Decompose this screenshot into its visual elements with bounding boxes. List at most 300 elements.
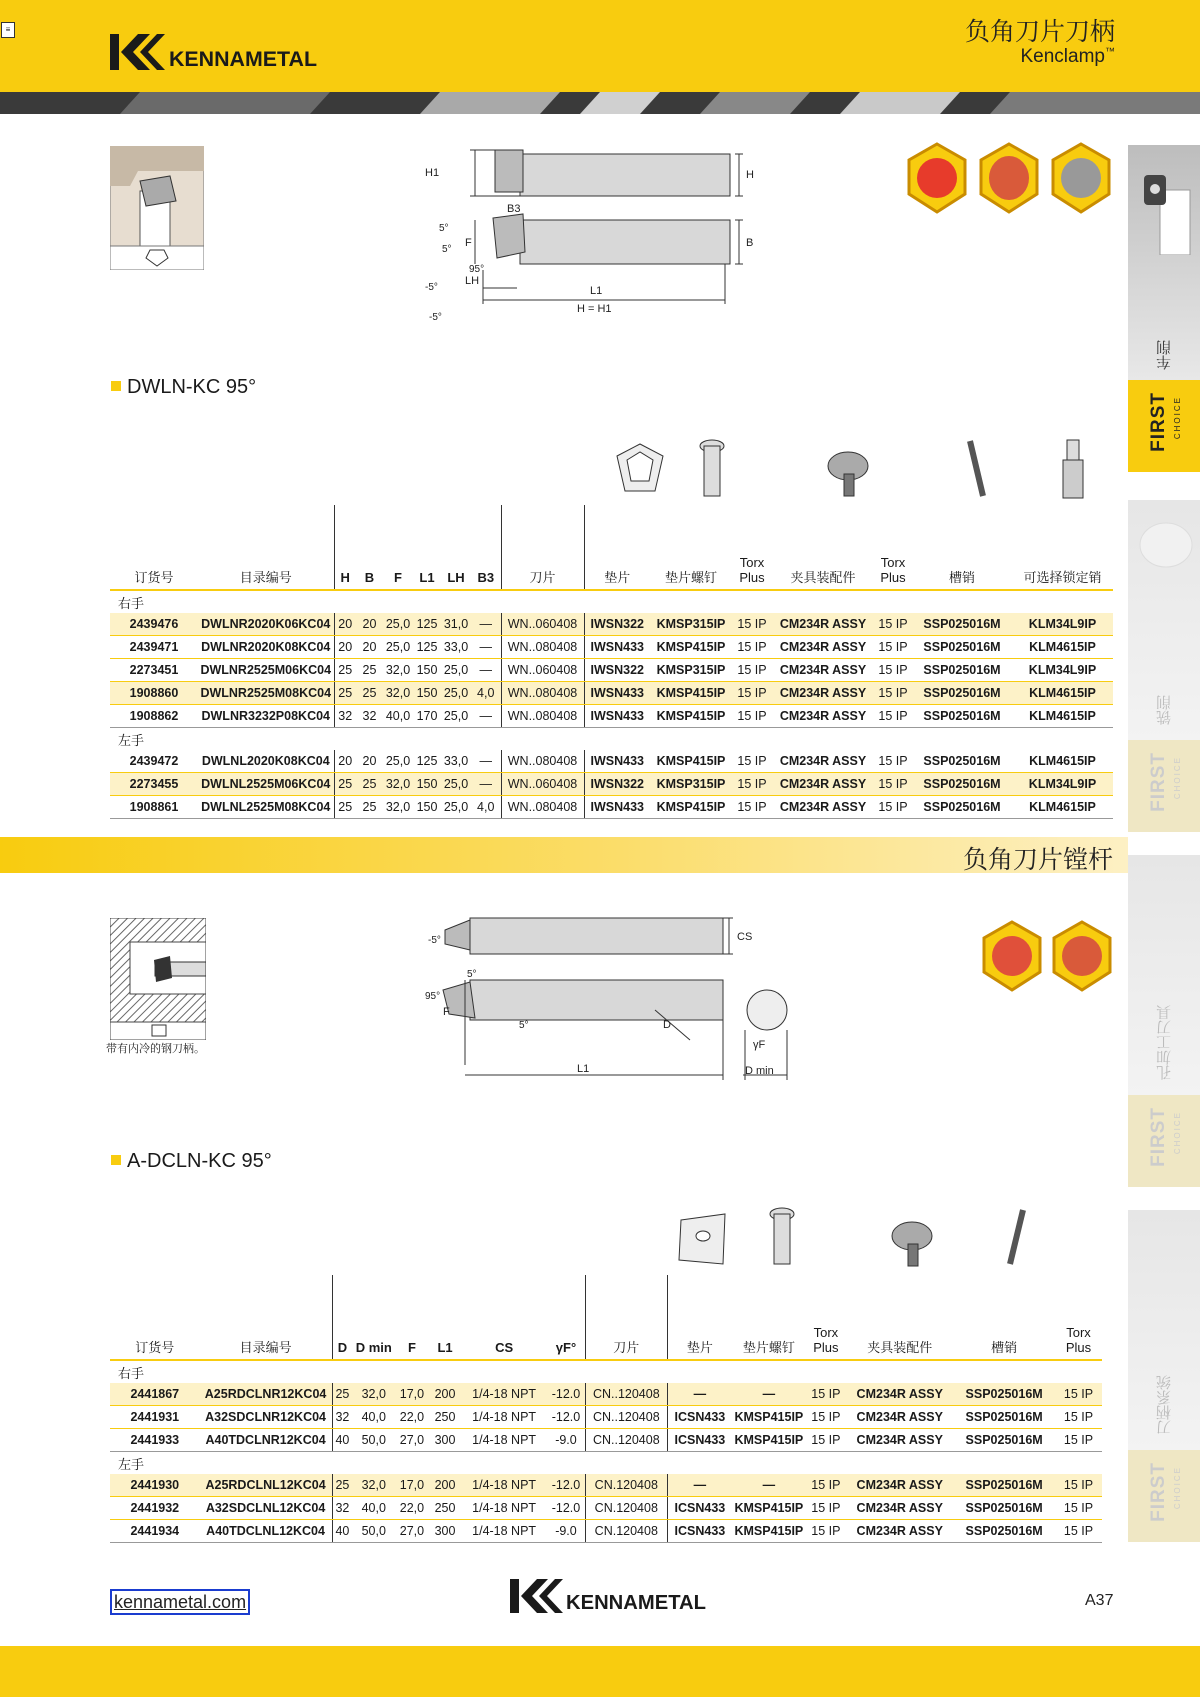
table-cell: 33,0 [441,750,471,773]
table-cell: 32,0 [383,659,413,682]
table-cell: 27,0 [395,1520,429,1543]
table-cell: 25,0 [441,659,471,682]
col-insert: 刀片 [586,1275,667,1360]
table-cell: KLM4615IP [1012,750,1113,773]
table-cell: CN.120408 [586,1474,667,1497]
col-catalog-no: 目录编号 [198,505,334,590]
turning-icon [1061,158,1101,198]
table-cell: 2441932 [110,1497,200,1520]
table-cell: 15 IP [874,750,912,773]
table-cell: -9.0 [547,1429,586,1452]
table-cell: 15 IP [806,1474,847,1497]
label-b: B [746,237,754,249]
table-cell: KLM4615IP [1012,682,1113,705]
group-row [110,1360,1102,1383]
table-cell: 15 IP [806,1497,847,1520]
table-cell: 25 [356,773,383,796]
table-cell: KLM34L9IP [1012,773,1113,796]
table-cell: KLM4615IP [1012,796,1113,819]
side-label-turning: 车削 [1156,340,1173,370]
table-cell: 15 IP [874,636,912,659]
application-thumbnail-2 [110,918,206,1040]
svg-text:KENNAMETAL: KENNAMETAL [169,48,318,71]
label-h1: H1 [425,167,440,179]
table-cell: -12.0 [547,1497,586,1520]
table-cell: 31,0 [441,613,471,636]
section2-caption: 带有内冷的钢刀柄。 [106,1043,205,1055]
label-minus5deg-a: -5° [425,282,438,293]
table-cell: ICSN433 [667,1497,732,1520]
table-cell: KMSP315IP [650,773,732,796]
table-cell: CN.120408 [586,1497,667,1520]
table-cell: 15 IP [732,636,772,659]
table-cell: 27,0 [395,1429,429,1452]
first-label: FIRST [1148,1107,1169,1167]
table-cell: KMSP315IP [650,659,732,682]
table-cell: — [471,636,501,659]
page-number: A37 [1085,1592,1114,1609]
label-cs: CS [737,931,753,943]
col-h: H [334,505,356,590]
first-label: FIRST [1148,1462,1169,1522]
table-cell: 25 [334,796,356,819]
table-cell: IWSN433 [584,750,650,773]
table-cell: CN..120408 [586,1383,667,1406]
choice-label: CHOICE [1173,1466,1182,1510]
group-label: 左手 [118,1456,145,1472]
table-cell: KMSP415IP [650,796,732,819]
table-cell: 150 [413,796,441,819]
table-cell: 15 IP [874,773,912,796]
side-tab-tooling-systems[interactable] [1128,1210,1200,1450]
table-cell: 20 [334,636,356,659]
table-cell: 15 IP [806,1383,847,1406]
first-label: FIRST [1148,392,1169,452]
table-cell: DWLNR2020K08KC04 [198,636,334,659]
col-cs: CS [461,1275,547,1360]
table-cell: 1/4-18 NPT [461,1406,547,1429]
col-clamp: 夹具装配件 [772,505,874,590]
table-cell: 2439471 [110,636,198,659]
table-cell: 22,0 [395,1406,429,1429]
table-cell: 25,0 [383,636,413,659]
table-cell: 15 IP [874,613,912,636]
group-label: 左手 [118,732,145,748]
milling-tool-icon [1136,510,1196,580]
table-cell: 25,0 [441,773,471,796]
table-cell: SSP025016M [953,1383,1055,1406]
table-cell: 15 IP [874,796,912,819]
table-cell: DWLNR2525M08KC04 [198,682,334,705]
table-row [110,773,1113,796]
table-cell: 32 [332,1406,352,1429]
table-cell: WN..080408 [501,636,584,659]
table-cell: CM234R ASSY [772,659,874,682]
col-f: F [395,1275,429,1360]
table-row [110,796,1113,819]
table-cell: IWSN322 [584,613,650,636]
table-cell: 15 IP [874,659,912,682]
col-b3: B3 [471,505,501,590]
table-cell: 32,0 [383,682,413,705]
table-cell: WN..060408 [501,613,584,636]
col-torx-plus-2: Torx Plus [874,505,912,590]
table-cell: SSP025016M [912,659,1012,682]
facing-icon [917,158,957,198]
label-95deg: 95° [469,264,485,275]
label-minus5deg-b: -5° [429,312,442,323]
table-cell: 15 IP [1055,1474,1102,1497]
table-cell: 32 [334,705,356,728]
table-cell: 1/4-18 NPT [461,1474,547,1497]
table-cell: 25 [332,1474,352,1497]
internal-profiling-icon [1062,936,1102,976]
table-row [110,659,1113,682]
table-cell: 2441930 [110,1474,200,1497]
label-d: D [663,1019,671,1031]
table-cell: 125 [413,750,441,773]
col-lock-pin: 可选择锁定销 [1012,505,1113,590]
table-cell: 15 IP [874,705,912,728]
table-cell: IWSN433 [584,682,650,705]
table-cell: 50,0 [352,1429,395,1452]
table-cell: -12.0 [547,1406,586,1429]
application-thumbnail-1 [110,146,204,270]
col-shim: 垫片 [667,1275,732,1360]
table-cell: KLM4615IP [1012,705,1113,728]
table-cell: SSP025016M [953,1474,1055,1497]
section1-title: DWLN-KC 95° [111,376,256,399]
table-cell: ICSN433 [667,1406,732,1429]
label-5deg-b: 5° [519,1020,529,1031]
table-cell: 300 [429,1429,462,1452]
side-tab-holemaking[interactable] [1128,855,1200,1095]
table-cell: 25 [334,659,356,682]
side-tab-milling[interactable] [1128,500,1200,740]
boring-bar-dimension-diagram [425,910,790,1088]
group-row [110,728,1113,751]
table-cell: ICSN433 [667,1429,732,1452]
table-cell: 1908862 [110,705,198,728]
table-cell: — [732,1474,805,1497]
table-cell: 250 [429,1406,462,1429]
table-cell: 40,0 [383,705,413,728]
table-cell: 15 IP [732,773,772,796]
table-cell: 25 [334,682,356,705]
section2-title: A-DCLN-KC 95° [111,1150,272,1173]
side-label-milling: 铣削 [1156,695,1173,725]
table-row [110,1406,1102,1429]
label-gamma-f: γF [753,1039,766,1051]
label-5deg-a: 5° [439,223,449,234]
footer-logo [510,1577,710,1615]
bottom-band [0,1646,1200,1697]
col-pin: 槽销 [953,1275,1055,1360]
col-pin: 槽销 [912,505,1012,590]
col-clamp: 夹具装配件 [846,1275,953,1360]
col-torx-plus-2: Torx Plus [1055,1275,1102,1360]
group-label: 右手 [118,1365,145,1381]
side-tab-turning[interactable] [1128,145,1200,380]
holder-dimension-diagram [425,140,755,325]
table-cell: 2441931 [110,1406,200,1429]
table-cell: SSP025016M [912,705,1012,728]
table-cell: CM234R ASSY [846,1429,953,1452]
label-minus5deg: -5° [428,935,441,946]
table-cell: 125 [413,636,441,659]
side-label-tooling-systems: 刀柄系统 [1156,1375,1173,1435]
table-cell: SSP025016M [953,1429,1055,1452]
table-cell: 15 IP [806,1429,847,1452]
table-cell: A40TDCLNL12KC04 [200,1520,332,1543]
table-cell: 25 [332,1383,352,1406]
profiling-icon [989,156,1029,200]
table-row [110,750,1113,773]
table-cell: 32,0 [383,796,413,819]
table-cell: WN..080408 [501,796,584,819]
section1-parts-icons [605,436,1105,502]
table-cell: SSP025016M [912,636,1012,659]
col-b: B [356,505,383,590]
table-cell: CM234R ASSY [772,773,874,796]
table-cell: 25,0 [441,796,471,819]
table-cell: KMSP415IP [732,1520,805,1543]
table-row [110,613,1113,636]
table-cell: 170 [413,705,441,728]
shim-screw-icon [770,1208,794,1264]
label-5deg-a: 5° [467,969,477,980]
table-cell: 200 [429,1383,462,1406]
label-b3: B3 [507,203,521,215]
table-cell: 1908860 [110,682,198,705]
table-cell: DWLNL2525M08KC04 [198,796,334,819]
table-cell: DWLNR2020K06KC04 [198,613,334,636]
table-cell: SSP025016M [912,613,1012,636]
first-choice-tab-1[interactable] [1128,380,1200,472]
label-lh: LH [465,275,480,287]
table-cell: SSP025016M [912,773,1012,796]
col-d: D [332,1275,352,1360]
table-cell: — [471,613,501,636]
table-header-row [110,505,1113,590]
table-cell: 25,0 [441,682,471,705]
table-cell: 4,0 [471,682,501,705]
table-cell: — [471,773,501,796]
table-cell: -12.0 [547,1383,586,1406]
table-cell: ICSN433 [667,1520,732,1543]
table-cell: — [471,659,501,682]
clamp-assembly-icon [892,1222,932,1266]
table-cell: WN..080408 [501,705,584,728]
table-cell: KMSP415IP [650,750,732,773]
table-cell: KMSP315IP [650,613,732,636]
label-l1: L1 [590,285,603,297]
table-cell: — [667,1383,732,1406]
table-cell: KLM34L9IP [1012,613,1113,636]
table-cell: 20 [356,750,383,773]
table-cell: — [667,1474,732,1497]
application-hex-icons-1 [905,142,1115,216]
table-cell: 15 IP [806,1406,847,1429]
table-cell: 20 [356,636,383,659]
table-cell: 32,0 [352,1474,395,1497]
section2-parts-icons [675,1206,1045,1270]
slot-pin-icon [1010,1210,1023,1264]
lock-pin-icon [1063,440,1083,498]
table-cell: SSP025016M [912,750,1012,773]
table-cell: 2441933 [110,1429,200,1452]
table-cell: CM234R ASSY [846,1497,953,1520]
col-shim-screw: 垫片螺钉 [732,1275,805,1360]
table-cell: CM234R ASSY [846,1520,953,1543]
table-cell: 25 [334,773,356,796]
table-cell: A32SDCLNR12KC04 [200,1406,332,1429]
first-choice-tab-3[interactable] [1128,1095,1200,1187]
table-cell: 300 [429,1520,462,1543]
table-cell: 15 IP [1055,1429,1102,1452]
table-cell: — [471,750,501,773]
group-label: 右手 [118,595,145,611]
table-cell: 2441934 [110,1520,200,1543]
table-cell: SSP025016M [912,796,1012,819]
label-5deg-b: 5° [442,244,452,255]
table-cell: 40 [332,1429,352,1452]
table-cell: KMSP415IP [732,1406,805,1429]
table-cell: KMSP415IP [732,1497,805,1520]
table-cell: CN..120408 [586,1429,667,1452]
label-h: H [746,169,754,181]
choice-label: CHOICE [1173,396,1182,440]
col-gamma-f: γF° [547,1275,586,1360]
stripe-band [0,92,1200,114]
table-cell: DWLNL2525M06KC04 [198,773,334,796]
table-cell: 2441867 [110,1383,200,1406]
table-cell: 25 [356,796,383,819]
table-cell: 25,0 [383,613,413,636]
col-shim-screw: 垫片螺钉 [650,505,732,590]
table-cell: 1/4-18 NPT [461,1520,547,1543]
header-subtitle: Kenclamp™ [1020,46,1115,67]
table-cell: 25,0 [383,750,413,773]
table-cell: CM234R ASSY [772,682,874,705]
table-cell: 250 [429,1497,462,1520]
table-cell: SSP025016M [953,1520,1055,1543]
table-cell: IWSN322 [584,773,650,796]
table-cell: 22,0 [395,1497,429,1520]
first-choice-tab-4[interactable] [1128,1450,1200,1542]
table-cell: DWLNL2020K08KC04 [198,750,334,773]
col-lh: LH [441,505,471,590]
col-order-no: 订货号 [110,1275,200,1360]
table-cell: 40,0 [352,1497,395,1520]
col-order-no: 订货号 [110,505,198,590]
table-cell: KMSP415IP [732,1429,805,1452]
label-h-equals-h1: H = H1 [577,303,612,315]
group-row [110,1452,1102,1475]
band-title: 负角刀片镗杆 [962,846,1113,874]
side-label-holemaking: 孔加工刀具 [1156,1005,1173,1080]
table-cell: 1/4-18 NPT [461,1383,547,1406]
table-cell: 200 [429,1474,462,1497]
note-icon[interactable]: ≡ [1,22,15,38]
table-cell: 15 IP [806,1520,847,1543]
table-cell: 32,0 [383,773,413,796]
table-cell: CN..120408 [586,1406,667,1429]
table-cell: WN..060408 [501,773,584,796]
table-cell: 32,0 [352,1383,395,1406]
table-cell: 2273455 [110,773,198,796]
table-cell: 25 [356,682,383,705]
table-row [110,1429,1102,1452]
table-cell: WN..080408 [501,682,584,705]
table-cell: KMSP415IP [650,682,732,705]
table-cell: 40 [332,1520,352,1543]
table-cell: 15 IP [1055,1497,1102,1520]
choice-label: CHOICE [1173,1111,1182,1155]
table-cell: 20 [356,613,383,636]
first-choice-tab-2[interactable] [1128,740,1200,832]
table-cell: 50,0 [352,1520,395,1543]
table-cell: 2439476 [110,613,198,636]
table-cell: 33,0 [441,636,471,659]
table-cell: CM234R ASSY [772,796,874,819]
table-cell: CN.120408 [586,1520,667,1543]
website-link[interactable]: kennametal.com [110,1589,250,1615]
table-cell: 15 IP [732,796,772,819]
table-cell: SSP025016M [912,682,1012,705]
table-cell: CM234R ASSY [772,613,874,636]
application-hex-icons-2 [980,920,1115,994]
table-cell: IWSN433 [584,636,650,659]
table-cell: CM234R ASSY [772,636,874,659]
table-cell: 1908861 [110,796,198,819]
table-cell: CM234R ASSY [846,1383,953,1406]
first-label: FIRST [1148,752,1169,812]
col-f: F [383,505,413,590]
table-cell: — [732,1383,805,1406]
section-band [0,837,1128,873]
table-cell: A40TDCLNR12KC04 [200,1429,332,1452]
header-title: 负角刀片刀柄 [964,18,1115,46]
table-cell: 4,0 [471,796,501,819]
table-cell: CM234R ASSY [846,1406,953,1429]
table-cell: 15 IP [732,682,772,705]
table-cell: 40,0 [352,1406,395,1429]
table-cell: IWSN433 [584,796,650,819]
table-cell: 15 IP [732,705,772,728]
col-l1: L1 [429,1275,462,1360]
group-row [110,590,1113,613]
table-row [110,1497,1102,1520]
internal-boring-icon [992,936,1032,976]
table-cell: KLM4615IP [1012,636,1113,659]
table-cell: KLM34L9IP [1012,659,1113,682]
table-cell: 2273451 [110,659,198,682]
table-cell: A25RDCLNR12KC04 [200,1383,332,1406]
table-cell: — [471,705,501,728]
section2-table [110,1275,1102,1543]
label-f: F [443,1006,450,1018]
table-row [110,1520,1102,1543]
table-cell: 15 IP [732,613,772,636]
table-header-row [110,1275,1102,1360]
table-cell: 25 [356,659,383,682]
label-95deg: 95° [425,991,441,1002]
choice-label: CHOICE [1173,756,1182,800]
shim-screw-icon [700,440,724,496]
table-cell: 17,0 [395,1474,429,1497]
table-cell: 32 [356,705,383,728]
